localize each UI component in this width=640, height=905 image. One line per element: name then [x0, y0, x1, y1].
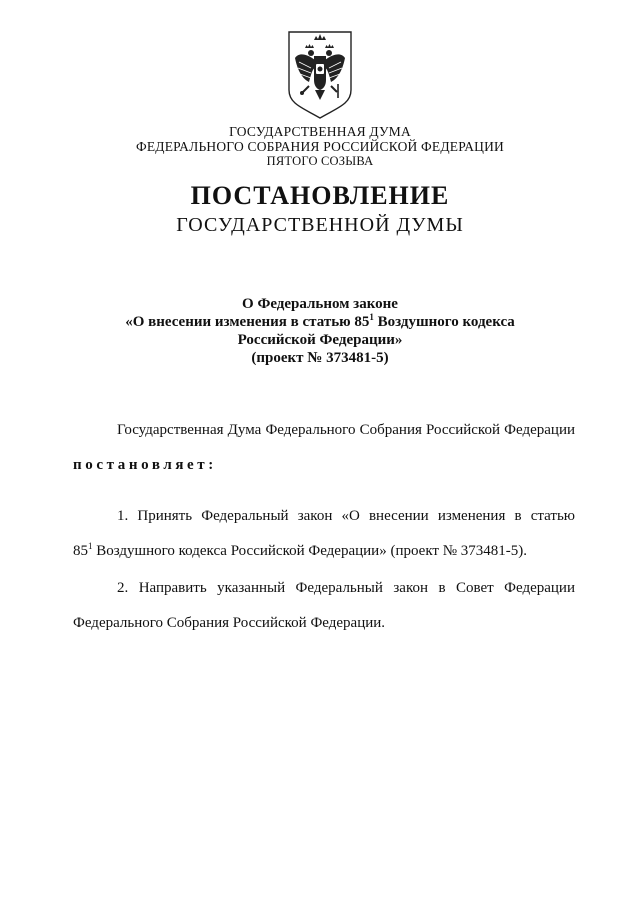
preamble-body: Государственная Дума Федерального Собрания Российской Федерации: [117, 422, 575, 438]
preamble-colon: :: [208, 457, 214, 473]
preamble-text: [73, 413, 575, 483]
item-1-article-number: 85: [73, 543, 88, 559]
item-1-line-2-text: Воздушного кодекса Российской Федерации» (проект № 373481-5).: [92, 543, 528, 559]
item-2-line-2: Федерального Собрания Российской Федерации.: [73, 615, 386, 631]
subject-line-3: Российской Федерации»: [237, 332, 403, 348]
subject-line-1: О Федеральном законе: [242, 296, 398, 312]
subject-line-2-text-end: Воздушного кодекса: [373, 314, 515, 330]
subject-line-2: [0, 313, 640, 331]
item-2-paragraph: [73, 571, 575, 641]
item-1-superscript: 1: [88, 541, 93, 551]
resolution-subject: [0, 295, 640, 367]
item-1-line-2: [73, 534, 575, 569]
document-type-subtitle: ГОСУДАРСТВЕННОЙ ДУМЫ: [176, 214, 464, 236]
russian-coat-of-arms-icon: [285, 28, 355, 120]
item-1-line-1: 1. Принять Федеральный закон «О внесении изменения в статью: [117, 508, 575, 524]
subject-line-2-text: «О внесении изменения в статью 85: [125, 314, 370, 330]
issuer-header: [0, 124, 640, 169]
preamble-paragraph: [73, 413, 575, 483]
item-2-line-1: 2. Направить указанный Федеральный закон в Совет Федерации: [117, 580, 575, 596]
article-superscript: 1: [369, 312, 374, 322]
header-line-duma: ГОСУДАРСТВЕННАЯ ДУМА: [229, 124, 411, 139]
item-1-paragraph: [73, 499, 575, 569]
header-line-convocation: ПЯТОГО СОЗЫВА: [266, 154, 374, 168]
document-type-title: ПОСТАНОВЛЕНИЕ: [190, 181, 450, 210]
header-line-assembly: ФЕДЕРАЛЬНОГО СОБРАНИЯ РОССИЙСКОЙ ФЕДЕРАЦИИ: [136, 139, 504, 154]
subject-line-4: (проект № 373481-5): [251, 350, 389, 366]
preamble-verb: постановляет: [73, 457, 209, 473]
